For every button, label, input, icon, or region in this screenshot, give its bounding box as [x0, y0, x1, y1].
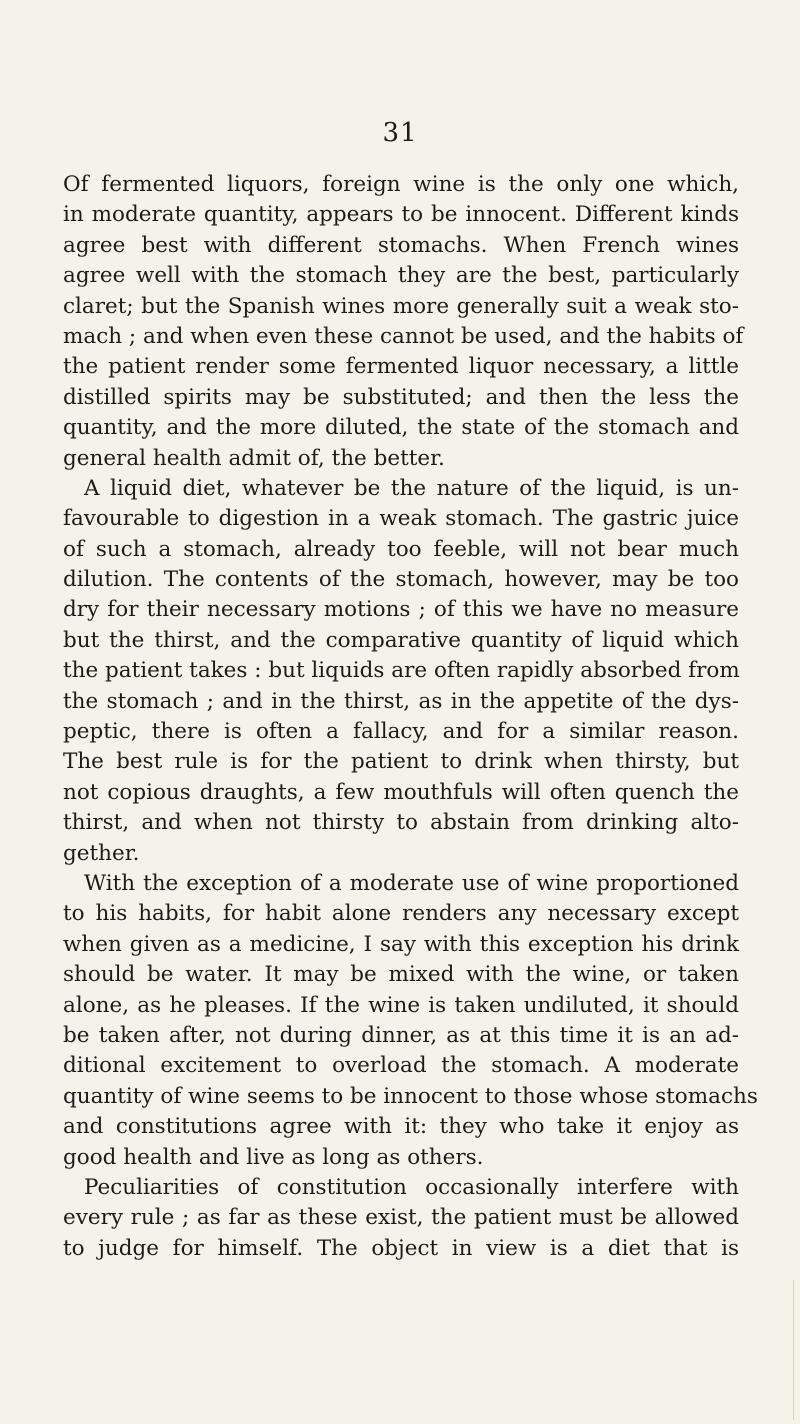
- text-line: Peculiarities of constitution occasionally interfere with: [84, 1174, 739, 1200]
- text-line: not copious draughts, a few mouthfuls will often quench the: [63, 779, 739, 805]
- text-line: good health and live as long as others.: [63, 1144, 484, 1170]
- text-line: Of fermented liquors, foreign wine is the only one which,: [63, 172, 739, 197]
- page-edge-mark: [793, 1280, 794, 1420]
- text-line: to judge for himself. The object in view is a diet that is: [63, 1235, 739, 1261]
- text-line: every rule ; as far as these exist, the patient must be allowed: [63, 1205, 739, 1231]
- text-line: quantity of wine seems to be innocent to those whose stomachs: [63, 1083, 758, 1109]
- text-line: general health admit of, the better.: [63, 445, 445, 471]
- text-line: agree well with the stomach they are the best, particularly: [63, 263, 739, 289]
- text-line: favourable to digestion in a weak stomach. The gastric juice: [63, 506, 739, 532]
- text-line: dry for their necessary motions ; of this we have no measure: [63, 597, 739, 623]
- text-line: the patient render some fermented liquor necessary, a little: [63, 354, 739, 380]
- text-line: when given as a medicine, I say with this exception his drink: [63, 931, 739, 957]
- text-line: thirst, and when not thirsty to abstain from drinking alto-: [63, 810, 739, 836]
- page-number: 31: [382, 118, 418, 148]
- text-line: gether.: [63, 840, 140, 866]
- text-line: claret; but the Spanish wines more generally suit a weak sto-: [63, 293, 739, 319]
- text-line: mach ; and when even these cannot be used, and the habits of: [63, 323, 744, 349]
- text-line: the patient takes : but liquids are often rapidly absorbed from: [63, 658, 740, 684]
- text-line: dilution. The contents of the stomach, however, may be too: [63, 567, 739, 593]
- text-line: The best rule is for the patient to drink when thirsty, but: [63, 749, 739, 775]
- text-line: quantity, and the more diluted, the state of the stomach and: [63, 415, 739, 441]
- text-line: ditional excitement to overload the stomach. A moderate: [63, 1053, 739, 1079]
- text-line: peptic, there is often a fallacy, and for a similar reason.: [63, 719, 739, 745]
- text-line: alone, as he pleases. If the wine is taken undiluted, it should: [63, 992, 739, 1018]
- text-line: With the exception of a moderate use of wine proportioned: [84, 870, 739, 896]
- text-line: distilled spirits may be substituted; and then the less the: [63, 384, 739, 410]
- text-line: agree best with different stomachs. When French wines: [63, 232, 739, 258]
- text-line: A liquid diet, whatever be the nature of the liquid, is un-: [84, 475, 739, 501]
- body-text: [63, 170, 758, 1264]
- text-line: and constitutions agree with it: they who take it enjoy as: [63, 1114, 739, 1140]
- text-line: be taken after, not during dinner, as at this time it is an ad-: [63, 1022, 739, 1048]
- text-line: of such a stomach, already too feeble, will not bear much: [63, 536, 739, 562]
- text-line: but the thirst, and the comparative quantity of liquid which: [63, 627, 739, 653]
- text-line: to his habits, for habit alone renders any necessary except: [63, 901, 739, 927]
- text-line: in moderate quantity, appears to be innocent. Different kinds: [63, 202, 739, 228]
- text-line: should be water. It may be mixed with the wine, or taken: [63, 962, 739, 988]
- text-line: the stomach ; and in the thirst, as in the appetite of the dys-: [63, 688, 739, 714]
